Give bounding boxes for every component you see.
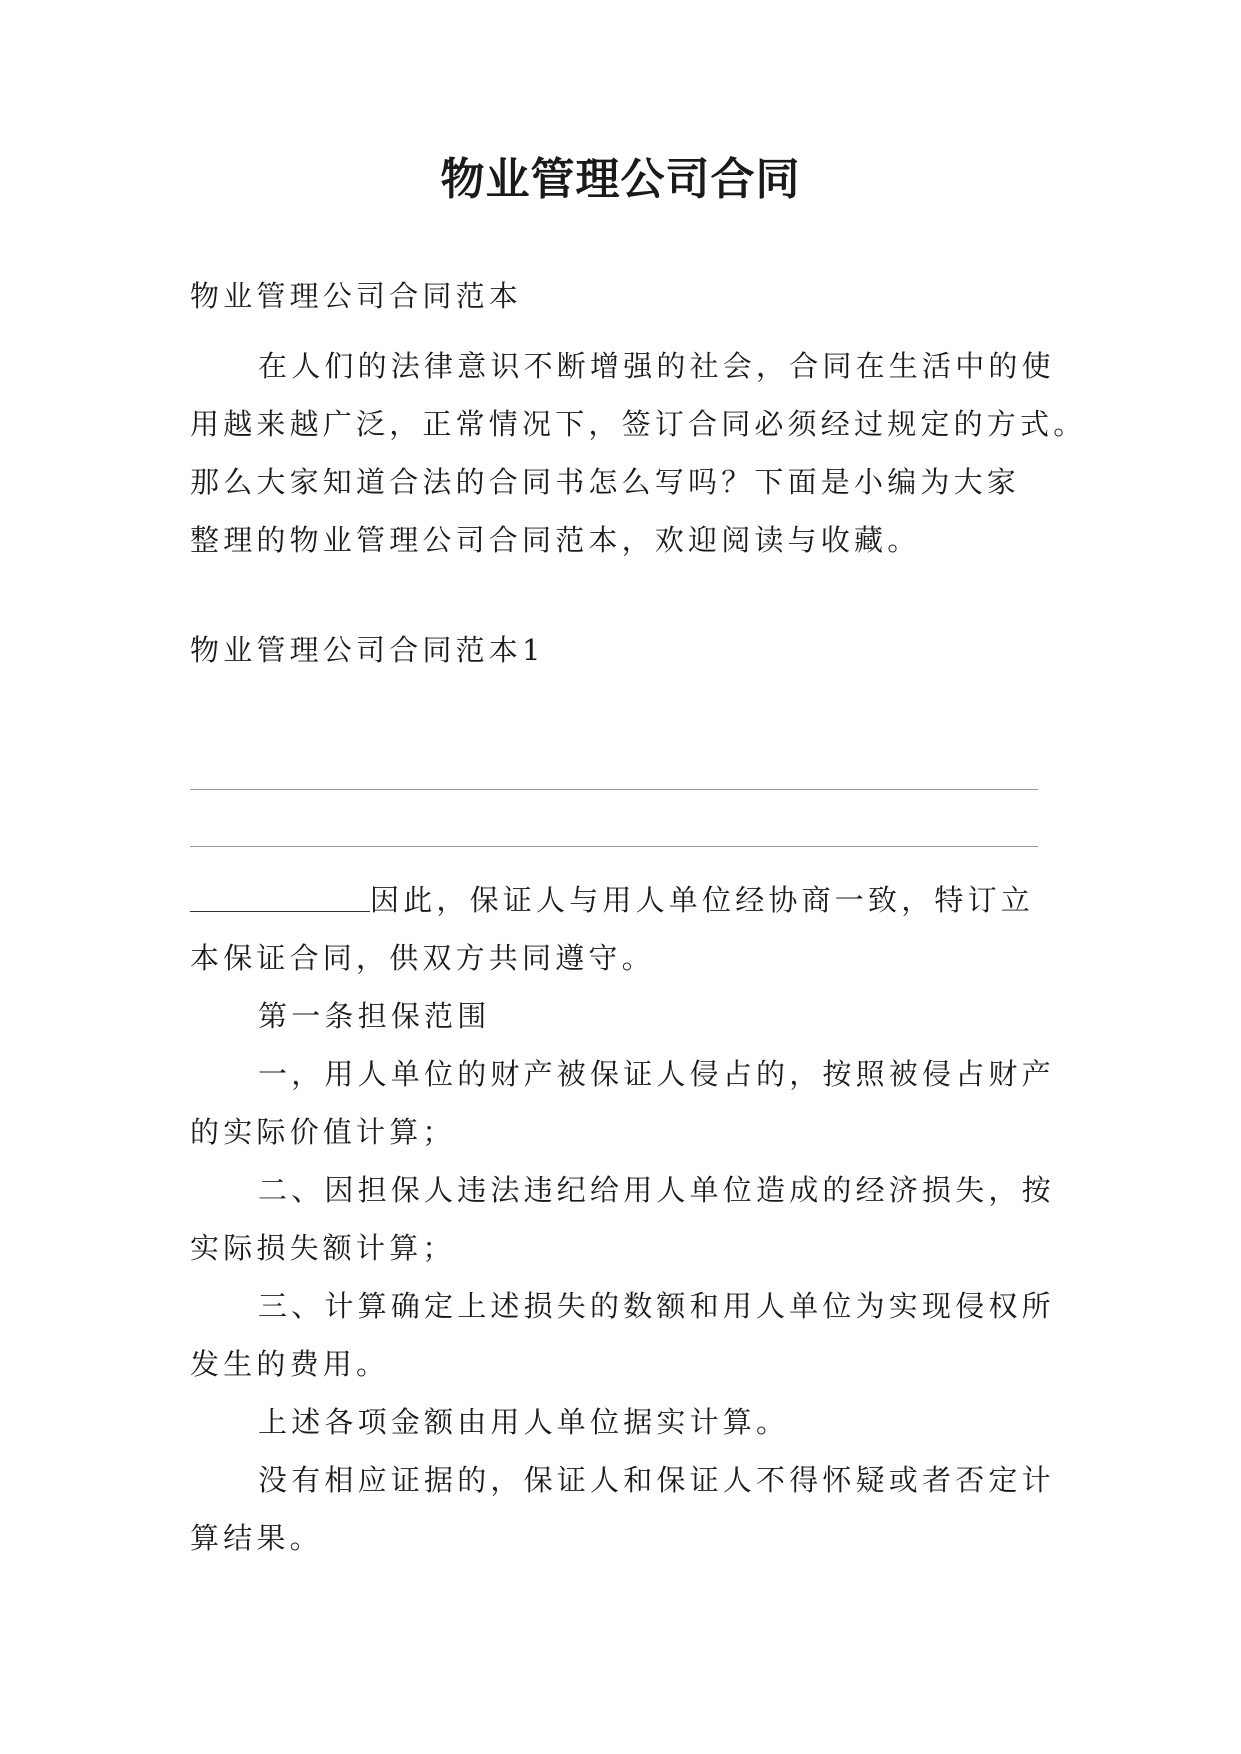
clause-line-4: 一，用人单位的财产被保证人侵占的，按照被侵占财产 — [258, 1057, 1055, 1091]
intro-line-3: 那么大家知道合法的合同书怎么写吗？下面是小编为大家 — [190, 465, 1021, 499]
document-title: 物业管理公司合同 — [440, 154, 801, 205]
intro-line-2: 用越来越广泛，正常情况下，签订合同必须经过规定的方式。 — [190, 407, 1087, 441]
clause-line-5: 的实际价值计算； — [190, 1115, 456, 1149]
clause-text-1: 因此，保证人与用人单位经协商一致，特订立 — [370, 883, 1035, 917]
clause-line-12: 算结果。 — [190, 1521, 323, 1555]
intro-line-1: 在人们的法律意识不断增强的社会，合同在生活中的使 — [258, 349, 1055, 383]
blank-rule-2 — [190, 846, 1038, 847]
clause-line-8: 三、计算确定上述损失的数额和用人单位为实现侵权所 — [258, 1289, 1055, 1323]
clause-line-10: 上述各项金额由用人单位据实计算。 — [258, 1405, 790, 1439]
clause-line-11: 没有相应证据的，保证人和保证人不得怀疑或者否定计 — [258, 1463, 1055, 1497]
blank-rule-1 — [190, 789, 1038, 790]
clause-line-1 — [190, 880, 1034, 920]
fill-blank — [190, 881, 370, 912]
section-heading: 物业管理公司合同范本1 — [190, 633, 545, 667]
clause-line-7: 实际损失额计算； — [190, 1231, 456, 1265]
document-subtitle: 物业管理公司合同范本 — [190, 279, 523, 313]
clause-line-2: 本保证合同，供双方共同遵守。 — [190, 941, 655, 975]
clause-line-6: 二、因担保人违法违纪给用人单位造成的经济损失，按 — [258, 1173, 1055, 1207]
article-heading: 第一条担保范围 — [258, 999, 491, 1033]
intro-line-4: 整理的物业管理公司合同范本，欢迎阅读与收藏。 — [190, 523, 921, 557]
clause-line-9: 发生的费用。 — [190, 1347, 390, 1381]
